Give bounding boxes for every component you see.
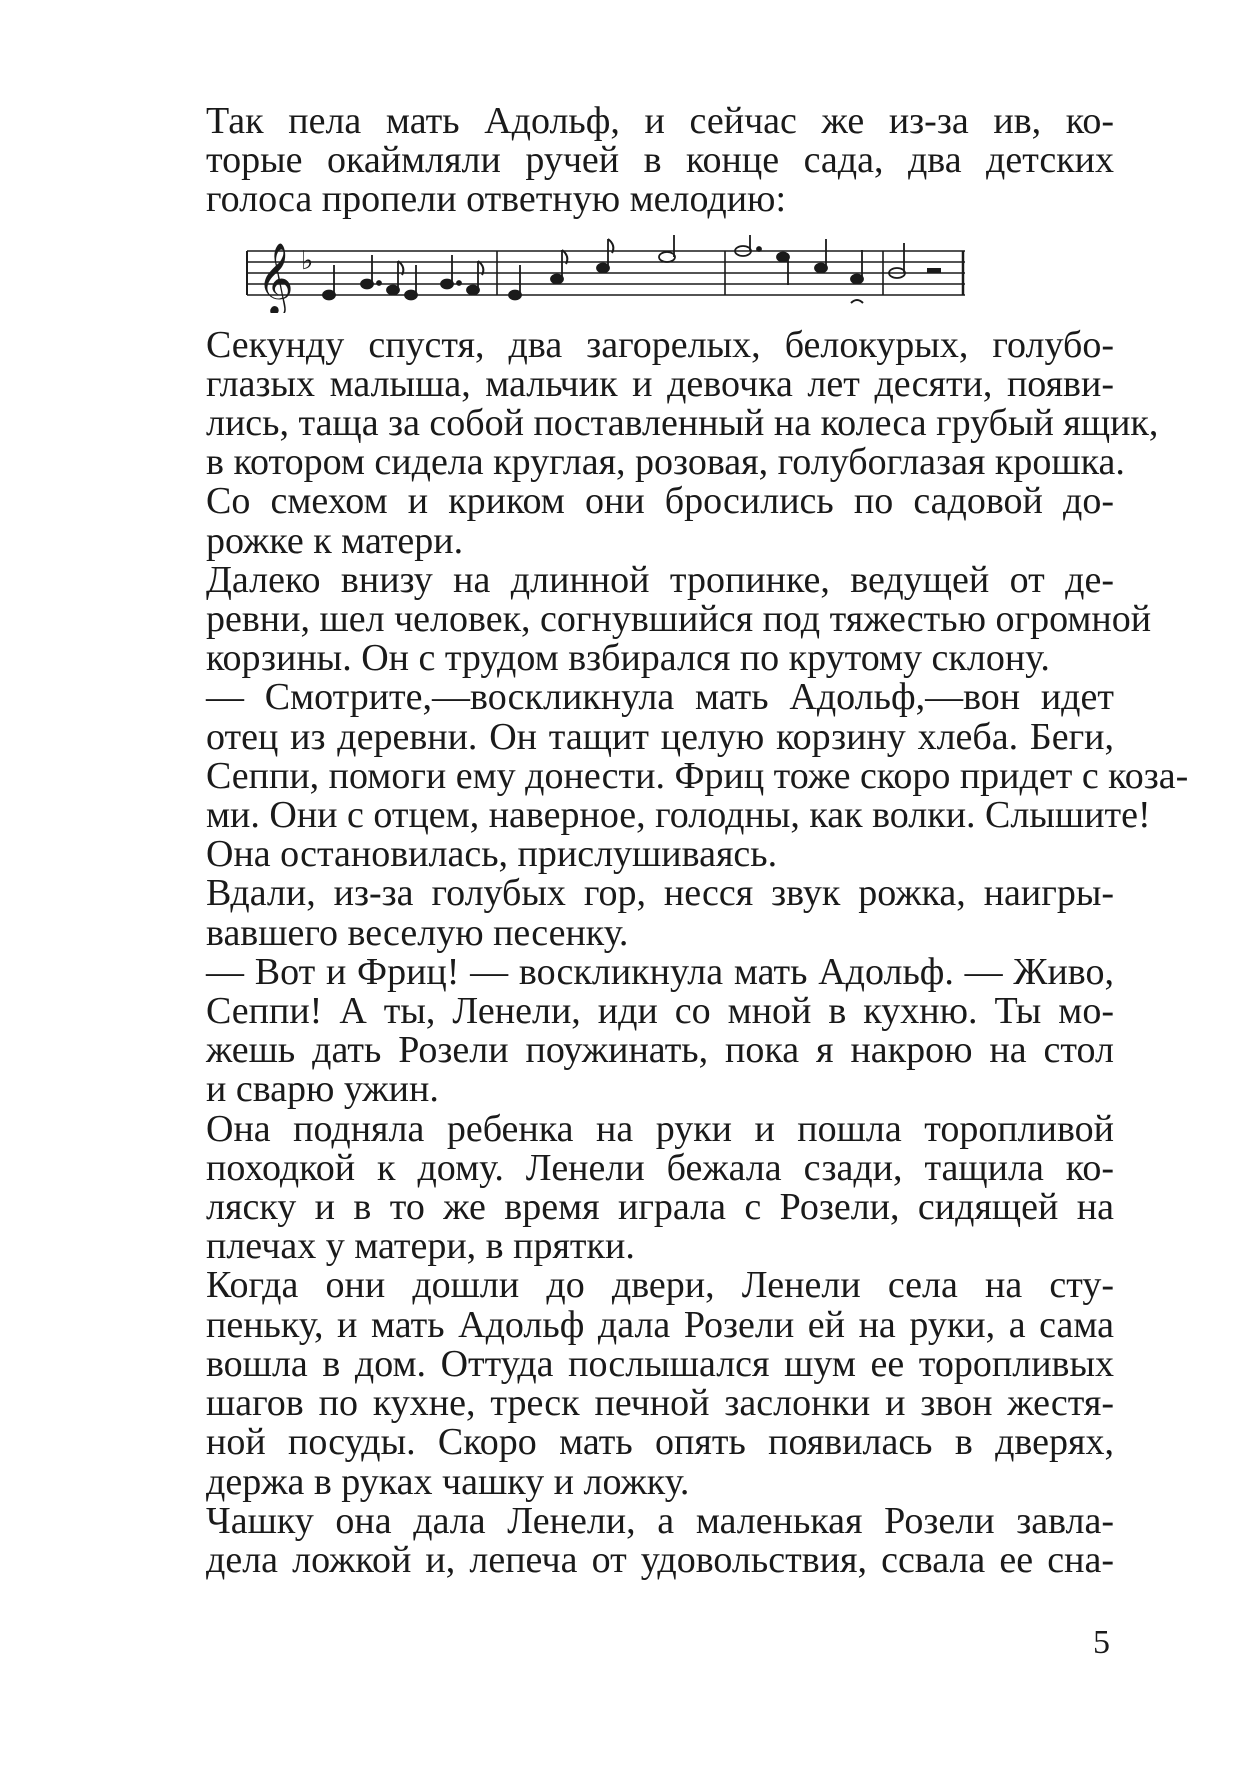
text-line: ми. Они с отцем, наверное, голодны, как волки. Слышите!	[206, 794, 1151, 837]
text-line: отец из деревни. Он тащит целую корзину хлеба. Беги,	[206, 715, 1114, 758]
text-line: вошла в дом. Оттуда послышался шум ее торопливых	[206, 1342, 1114, 1385]
text-line: и сварю ужин.	[206, 1068, 439, 1111]
paragraph	[148, 558, 1152, 680]
text-line: пеньку, и мать Адольф дала Розели ей на руки, а сама	[206, 1303, 1114, 1346]
text-line: Так пела мать Адольф, и сейчас же из-за ив, ко-	[206, 100, 1114, 142]
text-line: Она остановилась, прислушиваясь.	[206, 833, 778, 876]
text-line: Чашку она дала Ленели, а маленькая Розели завла-	[206, 1499, 1114, 1542]
paragraph	[148, 950, 1114, 1111]
text-line: дела ложкой и, лепеча от удовольствия, ссвала ее сна-	[206, 1538, 1114, 1581]
text-line: шагов по кухне, треск печной заслонки и звон жестя-	[206, 1382, 1114, 1425]
text-line: в котором сидела круглая, розовая, голубоглазая крошка.	[206, 441, 1125, 484]
paragraph	[148, 1107, 1114, 1268]
svg-text:♭: ♭	[301, 245, 314, 276]
svg-text:𝄞: 𝄞	[257, 240, 294, 313]
text-line: походкой к дому. Ленели бежала сзади, тащила ко-	[206, 1146, 1114, 1189]
text-line: торые окаймляли ручей в конце сада, два детских	[206, 139, 1114, 182]
page-number: 5	[1093, 1624, 1110, 1661]
text-line: Далеко внизу на длинной тропинке, ведущей от де-	[206, 558, 1114, 601]
paragraph	[148, 323, 1159, 484]
paragraph	[148, 874, 1114, 952]
text-line: Секунду спустя, два загорелых, белокурых, голубо-	[206, 323, 1114, 366]
paragraph	[148, 102, 1114, 220]
text-line: голоса пропели ответную мелодию:	[206, 178, 787, 221]
musical-notation-figure	[243, 235, 1003, 313]
text-line: Она подняла ребенка на руки и пошла торопливой	[206, 1107, 1114, 1150]
text-line: Вдали, из-за голубых гор, несся звук рожка, наигры-	[206, 872, 1114, 915]
body-text	[148, 100, 1189, 1581]
text-line: держа в руках чашку и ложку.	[206, 1460, 690, 1503]
text-line: вавшего веселую песенку.	[206, 911, 629, 954]
text-line: ревни, шел человек, согнувшийся под тяжестью огромной	[206, 598, 1152, 641]
text-line: — Вот и Фриц! — воскликнула мать Адольф. — Живо,	[206, 950, 1114, 993]
paragraph	[148, 1266, 1114, 1501]
text-line: ляску и в то же время играла с Розели, сидящей на	[206, 1186, 1114, 1229]
text-line: глазых малыша, мальчик и девочка лет десяти, появи-	[206, 362, 1114, 405]
paragraph	[148, 1499, 1114, 1581]
text-line: — Смотрите,—воскликнула мать Адольф,—вон идет	[206, 676, 1114, 719]
text-line: Сеппи! А ты, Ленели, иди со мной в кухню. Ты мо-	[206, 990, 1114, 1033]
paragraph	[148, 835, 1114, 874]
paragraph	[148, 482, 1114, 560]
text-line: Когда они дошли до двери, Ленели села на сту-	[206, 1264, 1114, 1307]
text-line: ной посуды. Скоро мать опять появилась в дверях,	[206, 1421, 1114, 1464]
text-line: жешь дать Розели поужинать, пока я накрою на стол	[206, 1029, 1114, 1072]
text-line: лись, таща за собой поставленный на колеса грубый ящик,	[206, 402, 1159, 445]
text-line: плечах у матери, в прятки.	[206, 1225, 635, 1268]
paragraph	[148, 676, 1189, 837]
text-line: корзины. Он с трудом взбирался по крутому склону.	[206, 637, 1050, 680]
text-line: Со смехом и криком они бросились по садовой до-	[206, 480, 1114, 523]
text-line: Сеппи, помоги ему донести. Фриц тоже скоро придет с коза-	[206, 754, 1189, 797]
text-line: рожке к матери.	[206, 519, 464, 562]
